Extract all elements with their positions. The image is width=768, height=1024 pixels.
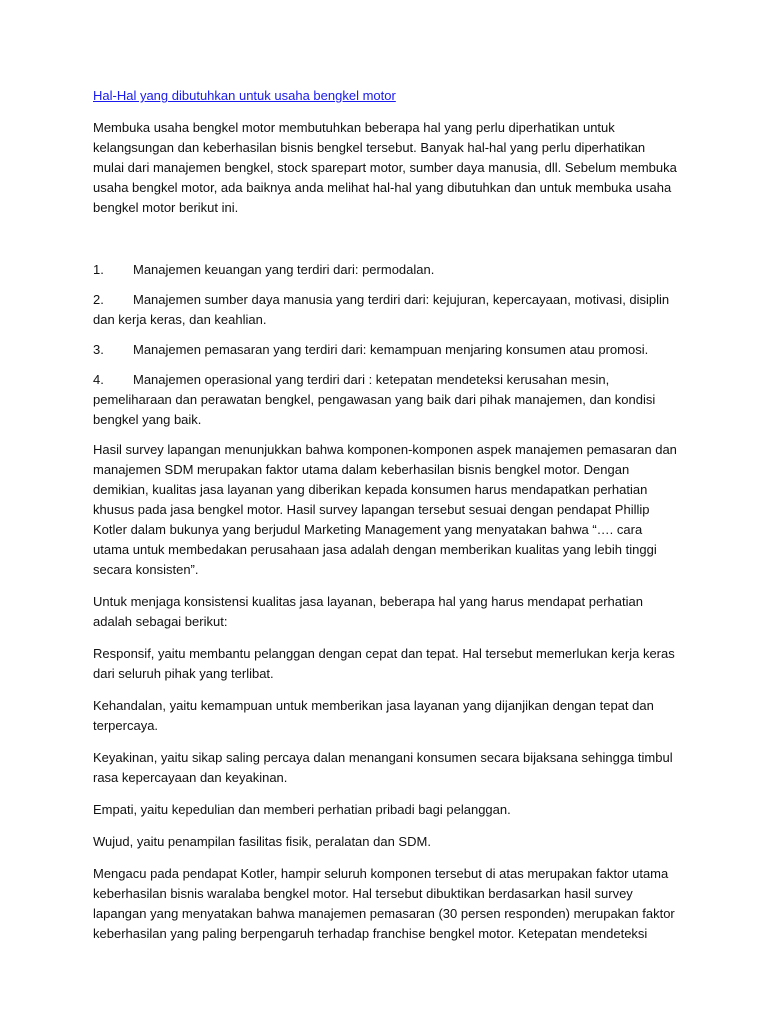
text-line: rasa kepercayaan dan keyakinan. — [93, 770, 288, 785]
title-link[interactable]: Hal-Hal yang dibutuhkan untuk usaha bengkel motor — [93, 88, 396, 103]
list-item — [93, 340, 678, 360]
document-body — [93, 86, 678, 956]
text-line: adalah sebagai berikut: — [93, 614, 228, 629]
text-line: lapangan yang menyatakan bahwa manajemen pemasaran (30 persen responden) merupakan faktor — [93, 906, 675, 921]
text-line: Kehandalan, yaitu kemampuan untuk memberikan jasa layanan yang dijanjikan dengan tepat dan — [93, 698, 654, 713]
list-text: Manajemen sumber daya manusia yang terdiri dari: kejujuran, kepercayaan, motivasi, disiplin — [133, 292, 670, 307]
list-number: 4. — [93, 372, 104, 387]
text-line: dari seluruh pihak yang terlibat. — [93, 666, 274, 681]
text-line: Empati, yaitu kepedulian dan memberi perhatian pribadi bagi pelanggan. — [93, 802, 511, 817]
text-line: Responsif, yaitu membantu pelanggan dengan cepat dan tepat. Hal tersebut memerlukan kerja keras — [93, 646, 675, 661]
list-text: dan kerja keras, dan keahlian. — [93, 312, 267, 327]
list-text: Manajemen keuangan yang terdiri dari: permodalan. — [133, 262, 435, 277]
text-line: Wujud, yaitu penampilan fasilitas fisik, peralatan dan SDM. — [93, 834, 431, 849]
text-line: utama untuk membedakan perusahaan jasa adalah dengan memberikan kualitas yang lebih tinggi — [93, 542, 657, 557]
body-paragraph — [93, 592, 678, 632]
body-paragraph — [93, 800, 678, 820]
text-line: terpercaya. — [93, 718, 159, 733]
list-text: pemeliharaan dan perawatan bengkel, pengawasan yang baik dari pihak manajemen, dan kondisi — [93, 392, 656, 407]
text-line: khusus pada jasa bengkel motor. Hasil survey lapangan tersebut sesuai dengan pendapat Phillip — [93, 502, 650, 517]
text-line: manajemen SDM merupakan faktor utama dalam keberhasilan bisnis bengkel motor. Dengan — [93, 462, 630, 477]
text-line: demikian, kualitas jasa layanan yang diberikan kepada konsumen harus mendapatkan perhatian — [93, 482, 648, 497]
text-line: Kotler dalam bukunya yang berjudul Marketing Management yang menyatakan bahwa “…. cara — [93, 522, 643, 537]
text-line: Keyakinan, yaitu sikap saling percaya dalan menangani konsumen secara bijaksana sehingga timbul — [93, 750, 673, 765]
text-line: Mengacu pada pendapat Kotler, hampir seluruh komponen tersebut di atas merupakan faktor utama — [93, 866, 669, 881]
text-line: kelangsungan dan keberhasilan bisnis bengkel tersebut. Banyak hal-hal yang perlu diperhatikan — [93, 140, 646, 155]
text-line: Membuka usaha bengkel motor membutuhkan beberapa hal yang perlu diperhatikan untuk — [93, 120, 615, 135]
text-line: Hasil survey lapangan menunjukkan bahwa komponen-komponen aspek manajemen pemasaran dan — [93, 442, 677, 457]
text-line: secara konsisten”. — [93, 562, 199, 577]
list-number: 3. — [93, 342, 104, 357]
text-line: bengkel motor berikut ini. — [93, 200, 239, 215]
list-item — [93, 290, 678, 330]
list-number: 1. — [93, 262, 104, 277]
text-line: keberhasilan bisnis waralaba bengkel motor. Hal tersebut dibuktikan berdasarkan hasil survey — [93, 886, 633, 901]
body-paragraph — [93, 832, 678, 852]
list-text: Manajemen operasional yang terdiri dari : ketepatan mendeteksi kerusahan mesin, — [133, 372, 610, 387]
list-number: 2. — [93, 292, 104, 307]
list-item — [93, 370, 678, 430]
body-paragraph — [93, 864, 678, 944]
text-line: mulai dari manajemen bengkel, stock sparepart motor, sumber daya manusia, dll. Sebelum membuka — [93, 160, 677, 175]
list-item — [93, 260, 678, 280]
body-paragraph — [93, 440, 678, 580]
intro-paragraph — [93, 118, 678, 218]
text-line: Untuk menjaga konsistensi kualitas jasa layanan, beberapa hal yang harus mendapat perhatian — [93, 594, 643, 609]
body-paragraph — [93, 748, 678, 788]
list-text: bengkel yang baik. — [93, 412, 202, 427]
body-paragraph — [93, 644, 678, 684]
text-line: keberhasilan yang paling berpengaruh terhadap franchise bengkel motor. Ketepatan mendeteksi — [93, 926, 648, 941]
text-line: usaha bengkel motor, ada baiknya anda melihat hal-hal yang dibutuhkan dan untuk membuka usaha — [93, 180, 672, 195]
body-paragraph — [93, 696, 678, 736]
list-text: Manajemen pemasaran yang terdiri dari: kemampuan menjaring konsumen atau promosi. — [133, 342, 649, 357]
blank-space — [93, 230, 678, 260]
